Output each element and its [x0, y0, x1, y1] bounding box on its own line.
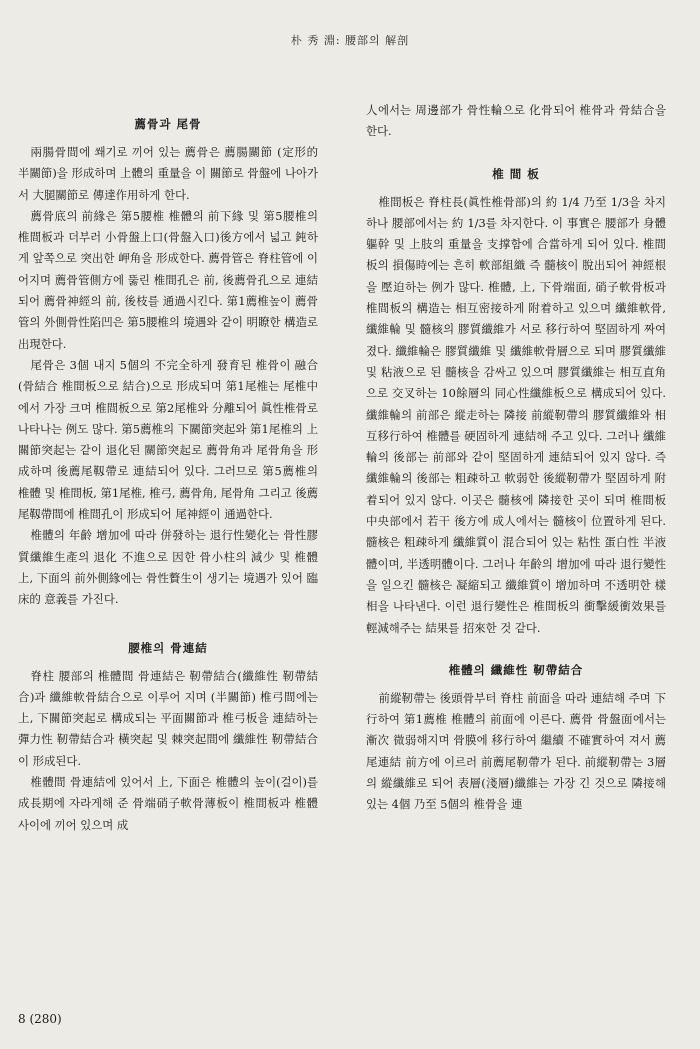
left-column — [18, 115, 318, 836]
section-title-sacrum-coccyx: 薦骨과 尾骨 — [134, 117, 202, 131]
paragraph: 脊柱 腰部의 椎體間 骨連結은 靭帶結合(纖維性 靭帶結合)과 纖維軟骨結合으로 이루어 지며 (半關節) 椎弓間에는 上, 下關節突起로 構成되는 平面關節과 椎弓板을 連結하는 彈力性 靭帶結合과 橫突起 및 棘突起間에 纖維性 靭帶結合이 形成된다. — [18, 668, 318, 768]
running-head: 朴 秀 淵: 腰部의 解剖 — [290, 34, 410, 47]
section-title-lumbar-joints: 腰椎의 骨連結 — [128, 640, 208, 655]
paragraph: 薦骨底의 前緣은 第5腰椎 椎體의 前下緣 및 第5腰椎의 椎間板과 더부러 小骨盤上口(骨盤入口)後方에서 넓고 鈍하게 앞쪽으로 突出한 岬角을 形成한다. 薦骨管은 脊柱管에 이어지며 薦骨管側方에 뚫린 椎間孔은 前, 後薦骨孔으로 連結되어 薦骨神經의 前, 後枝를 通過시킨다. 第1薦椎높이 薦骨管의 外側骨性陷凹은 第5腰椎의 境遇와 같이 明瞭한 構造로 出現한다. — [18, 208, 318, 351]
paragraph: 尾骨은 3個 내지 5個의 不完全하게 發育된 椎骨이 融合(骨結合 椎間板으로 結合)으로 形成되며 第1尾椎는 尾椎中에서 가장 크며 椎間板으로 第2尾椎와 分離되어 眞性椎骨로 나타나는 例도 많다. 第5薦椎의 下關節突起와 第1尾椎의 上關節突起는 같이 退化된 關節突起로 薦骨角과 尾骨角을 形成하며 後薦尾靱帶로 連結되어 있다. 그러므로 第5薦椎의 椎體 및 椎間板, 第1尾椎, 椎弓, 薦骨角, 尾骨角 그리고 後薦尾靱帶間에 椎間孔이 形成되어 尾神經이 通過한다. — [18, 357, 318, 522]
paragraph: 椎體間 骨連結에 있어서 上, 下面은 椎體의 높이(걸이)를 成長期에 자라게해 준 骨端硝子軟骨薄板이 椎間板과 椎體 사이에 끼어 있으며 成 — [18, 775, 318, 832]
section-title-fibrous-ligament: 椎體의 纖維性 靭帶結合 — [448, 662, 584, 677]
section-title-intervertebral-disc: 椎 間 板 — [492, 166, 540, 181]
page-number: 8 (280) — [18, 1012, 62, 1026]
paragraph: 椎體의 年齡 增加에 따라 併發하는 退行性變化는 骨性膠質纖維生產의 退化 不進으로 因한 骨小柱의 減少 및 椎體 上, 下面의 前外側緣에는 骨性贅生이 생기는 境遇가 있어 臨床的 意義를 가진다. — [18, 528, 318, 607]
paragraph-continued: 人에서는 周邊部가 骨性輪으로 化骨되어 椎骨과 骨結合을 한다. — [366, 103, 666, 139]
right-column — [366, 100, 666, 816]
paragraph: 前縱靭帶는 後頭骨부터 脊柱 前面을 따라 連結해 주며 下行하여 第1薦椎 椎體의 前面에 이른다. 薦骨 骨盤面에서는 漸次 微弱해지며 骨膜에 移行하여 繼續 不確實하여 져서 薦尾連結 前方에 이르러 前薦尾靭帶가 된다. 前縱靭帶는 3層의 縱纖維로 되어 表層(淺層)纖維는 가장 긴 것으로 隣接해 있는 4個 乃至 5個의 椎骨을 連 — [366, 690, 666, 812]
paragraph: 椎間板은 脊柱長(眞性椎骨部)의 約 1/4 乃至 1/3을 차지하나 腰部에서는 約 1/3를 차지한다. 이 事實은 腰部가 身體 軀幹 및 上肢의 重量을 支撑함에 合當하게 되어 있다. 椎間板의 損傷時에는 흔히 軟部組織 즉 髓核이 脫出되어 神經根을 壓迫하는 例가 많다. 椎體, 上, 下骨端面, 硝子軟骨板과 椎間板의 構造는 相互密接하게 附着하고 있으며 纖維軟骨, 纖維輪 및 髓核의 膠質纖維가 서로 移行하여 堅固하게 짜여졌다. 纖維輪은 膠質纖維 및 纖維軟骨層으로 되며 膠質纖維 및 粘液으로 된 髓核을 감싸고 있으며 膠質纖維는 相互直角으로 交叉하는 10餘層의 同心性纖維板으로 構成되어 있다. 纖維輪의 前部은 縱走하는 隣接 前縱靭帶의 膠質纖維와 相互移行하여 椎體를 硬固하게 連結해 주고 있다. 그러나 纖維輪의 後部는 前部와 같이 堅固하게 連結되어 있지 않다. 즉 纖維輪의 後部는 粗疎하고 軟弱한 後縱靭帶가 堅固하게 附着되어 있지 않다. 이곳은 髓核에 隣接한 곳이 되며 椎間板中央部에서 若干 後方에 成人에서는 髓核이 位置하게 된다. 髓核은 粗疎하게 纖維質이 混合되어 있는 粘性 蛋白性 半液體이며, 半透明體이다. 그러나 年齡의 增加에 따라 退行變性을 일으킨 髓核은 凝縮되고 纖維質이 增加하며 不透明한 樣相을 나타낸다. 이런 退行變性은 椎間板의 衝擊緩衝效果를 輕減해주는 結果를 招來한 것 같다. — [366, 194, 666, 635]
paragraph: 兩腸骨間에 쐐기로 끼어 있는 薦骨은 薦腸關節 (定形的 半關節)을 形成하며 上體의 重量을 이 關節로 骨盤에 나아가서 大腿關節로 傳達作用하게 한다. — [18, 145, 318, 202]
